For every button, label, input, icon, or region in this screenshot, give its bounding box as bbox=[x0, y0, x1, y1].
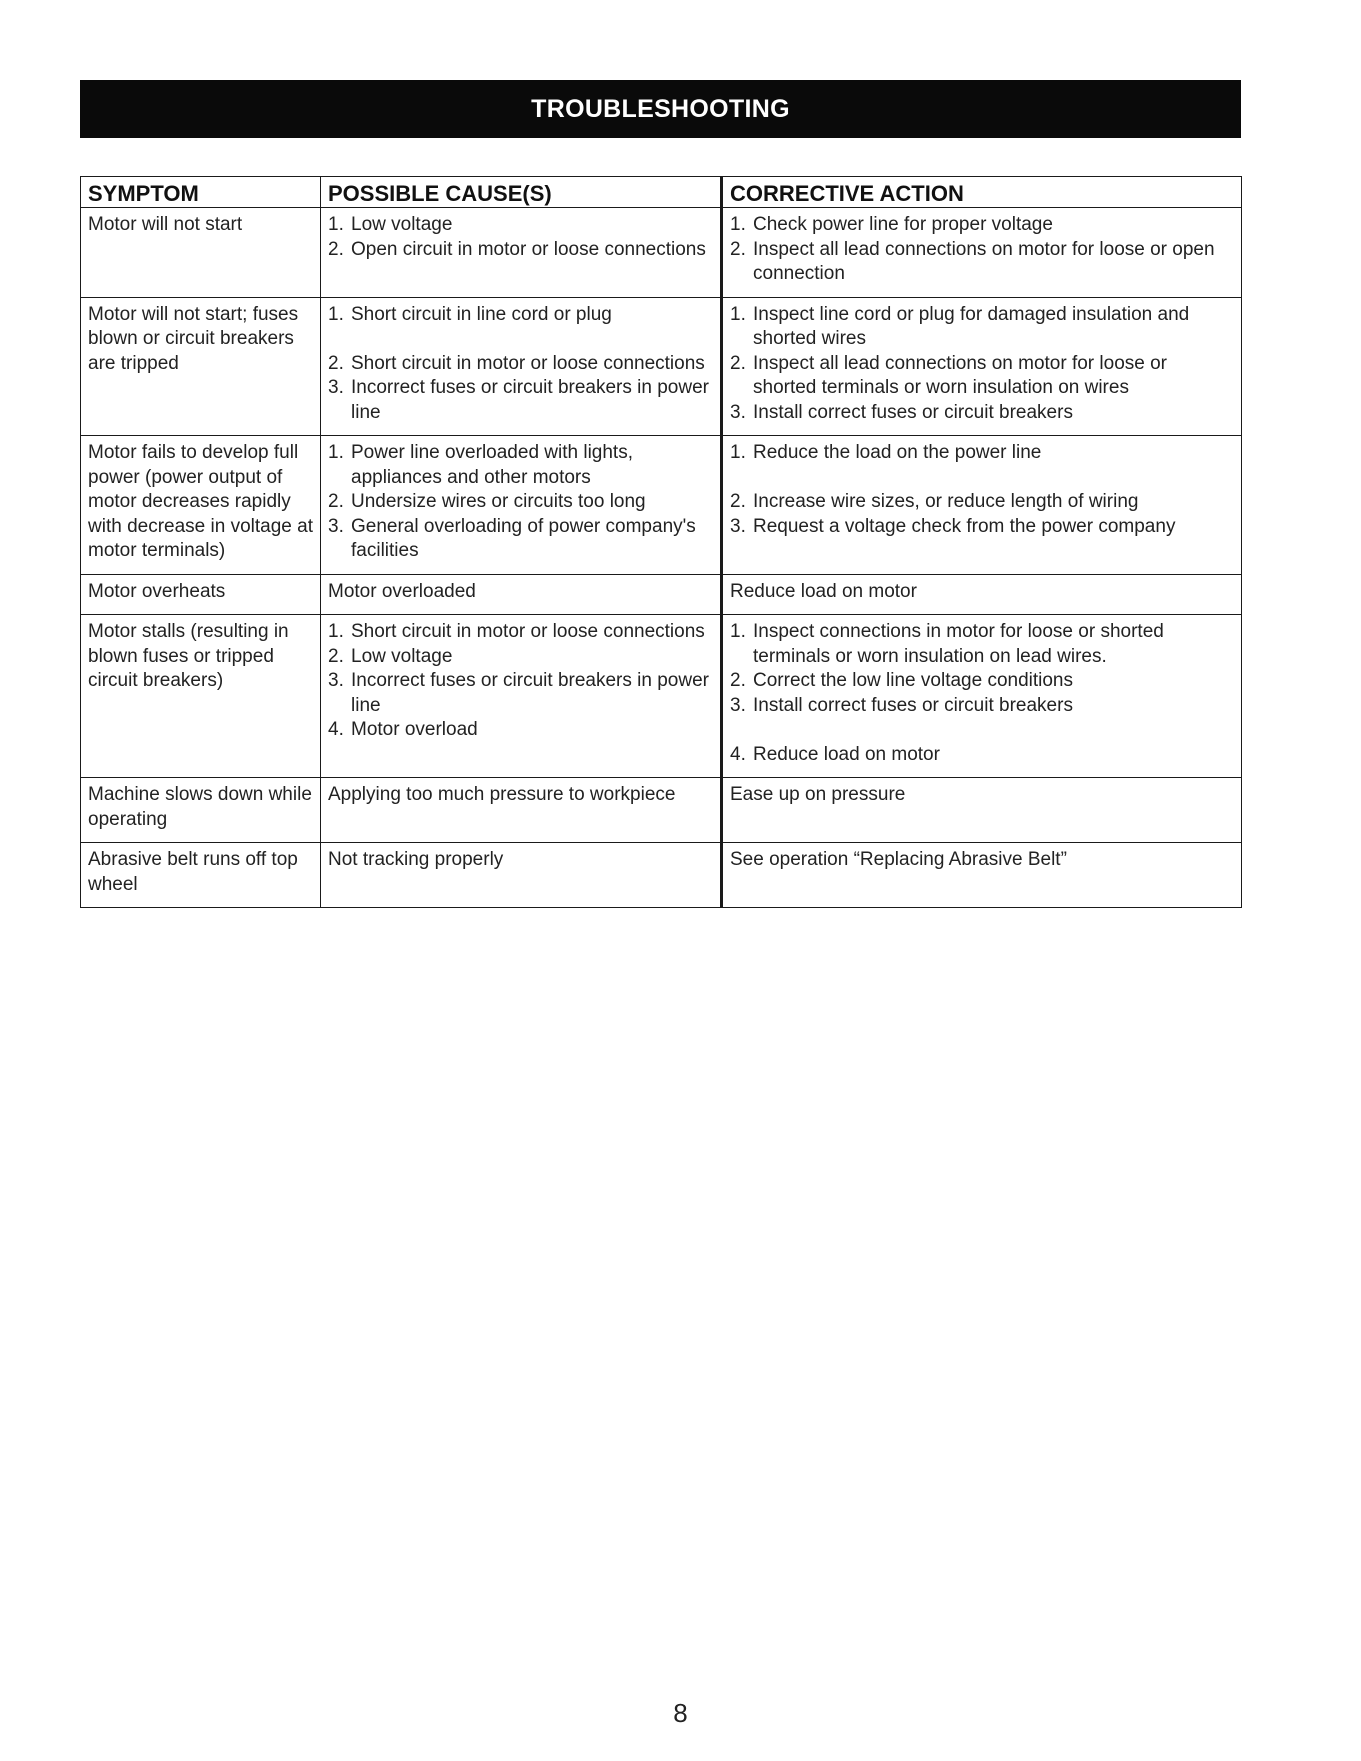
cause-item-text: Open circuit in motor or loose connections bbox=[351, 238, 706, 260]
cause-item bbox=[328, 620, 713, 645]
action-item-text: See operation “Replacing Abrasive Belt” bbox=[730, 849, 1067, 870]
action-item-text: Inspect line cord or plug for damaged insulation and shorted wires bbox=[753, 303, 1190, 349]
cause-item bbox=[328, 352, 713, 377]
cause-item bbox=[328, 238, 713, 263]
cause-item bbox=[328, 718, 713, 743]
action-item bbox=[730, 620, 1234, 669]
action-item-number: 1. bbox=[730, 442, 746, 463]
page-number: 8 bbox=[673, 1698, 688, 1728]
cause-item-number: 2. bbox=[328, 491, 344, 512]
cause-item-number: 3. bbox=[328, 670, 344, 691]
cause-item-text: Motor overloaded bbox=[328, 580, 476, 602]
cause-item bbox=[328, 848, 713, 873]
cause-cell bbox=[321, 208, 722, 298]
page-title-banner bbox=[80, 80, 1241, 138]
action-item-text: Install correct fuses or circuit breakers bbox=[753, 694, 1073, 716]
action-item bbox=[730, 441, 1234, 466]
action-item-text: Reduce load on motor bbox=[730, 580, 917, 602]
cause-item-text: General overloading of power company's facilities bbox=[351, 515, 696, 561]
table-row bbox=[81, 297, 1242, 436]
action-item bbox=[730, 238, 1234, 287]
header-symptom: SYMPTOM bbox=[81, 177, 321, 208]
symptom-cell: Motor will not start bbox=[81, 208, 321, 298]
cause-item bbox=[328, 213, 713, 238]
cause-item bbox=[328, 303, 713, 328]
action-item-number: 2. bbox=[730, 491, 746, 512]
cause-item-text: Short circuit in line cord or plug bbox=[351, 303, 612, 325]
action-cell bbox=[722, 615, 1242, 778]
cause-item-text: Low voltage bbox=[351, 645, 453, 667]
action-item bbox=[730, 515, 1234, 540]
cause-item-text: Not tracking properly bbox=[328, 849, 504, 870]
action-item-text: Increase wire sizes, or reduce length of wiring bbox=[753, 491, 1139, 512]
action-item-text: Inspect all lead connections on motor for loose or shorted terminals or worn insulation on wires bbox=[753, 352, 1168, 398]
cause-item-text: Short circuit in motor or loose connections bbox=[351, 621, 705, 642]
cause-item bbox=[328, 376, 713, 425]
action-item-number: 1. bbox=[730, 214, 746, 235]
cause-item bbox=[328, 515, 713, 564]
action-cell bbox=[722, 843, 1242, 908]
symptom-cell: Motor stalls (resulting in blown fuses or tripped circuit breakers) bbox=[81, 615, 321, 778]
action-item bbox=[730, 580, 1234, 605]
cause-item-text: Incorrect fuses or circuit breakers in power line bbox=[351, 670, 709, 716]
action-item bbox=[730, 352, 1234, 401]
action-item bbox=[730, 848, 1234, 873]
action-item-text: Reduce load on motor bbox=[753, 743, 940, 765]
table-row bbox=[81, 778, 1242, 843]
table-row bbox=[81, 208, 1242, 298]
cause-item-number: 2. bbox=[328, 352, 344, 374]
cause-item-text: Power line overloaded with lights, appliances and other motors bbox=[351, 442, 633, 488]
action-item bbox=[730, 743, 1234, 768]
action-item bbox=[730, 401, 1234, 426]
header-corrective-action: CORRECTIVE ACTION bbox=[722, 177, 1242, 208]
cause-item-number: 2. bbox=[328, 645, 344, 667]
action-item bbox=[730, 490, 1234, 515]
cause-item-number: 1. bbox=[328, 214, 344, 235]
troubleshooting-table bbox=[80, 176, 1242, 908]
cause-item-number: 2. bbox=[328, 238, 344, 260]
cause-item-text: Applying too much pressure to workpiece bbox=[328, 784, 676, 805]
symptom-cell: Abrasive belt runs off top wheel bbox=[81, 843, 321, 908]
action-cell bbox=[722, 297, 1242, 436]
action-item-text: Inspect connections in motor for loose or shorted terminals or worn insulation on lead wires. bbox=[753, 621, 1164, 667]
action-cell bbox=[722, 778, 1242, 843]
action-item-number: 2. bbox=[730, 670, 746, 691]
cause-cell bbox=[321, 843, 722, 908]
cause-item-number: 4. bbox=[328, 719, 344, 740]
action-item-text: Ease up on pressure bbox=[730, 784, 906, 805]
action-item bbox=[730, 694, 1234, 719]
symptom-cell: Machine slows down while operating bbox=[81, 778, 321, 843]
action-item-number: 4. bbox=[730, 743, 746, 765]
action-item bbox=[730, 303, 1234, 352]
page-title: TROUBLESHOOTING bbox=[531, 94, 790, 123]
table-header-row bbox=[81, 177, 1242, 208]
action-item-number: 1. bbox=[730, 621, 746, 642]
cause-item bbox=[328, 441, 713, 490]
action-item-number: 2. bbox=[730, 238, 746, 260]
cause-item-text: Short circuit in motor or loose connections bbox=[351, 352, 705, 374]
cause-cell bbox=[321, 574, 722, 615]
action-item-text: Install correct fuses or circuit breakers bbox=[753, 401, 1073, 423]
action-item-number: 2. bbox=[730, 352, 746, 374]
action-item-text: Reduce the load on the power line bbox=[753, 442, 1042, 463]
cause-item-number: 3. bbox=[328, 377, 344, 398]
action-item bbox=[730, 783, 1234, 808]
cause-item-number: 1. bbox=[328, 621, 344, 642]
symptom-cell: Motor will not start; fuses blown or circuit breakers are tripped bbox=[81, 297, 321, 436]
cause-item-number: 3. bbox=[328, 515, 344, 537]
cause-item bbox=[328, 580, 713, 605]
cause-cell bbox=[321, 778, 722, 843]
cause-item-number: 1. bbox=[328, 303, 344, 325]
symptom-cell: Motor fails to develop full power (power output of motor decreases rapidly with decrease in voltage at motor terminals) bbox=[81, 436, 321, 575]
table-row bbox=[81, 574, 1242, 615]
action-item-text: Check power line for proper voltage bbox=[753, 214, 1053, 235]
table-row bbox=[81, 843, 1242, 908]
action-item-number: 3. bbox=[730, 401, 746, 423]
cause-cell bbox=[321, 615, 722, 778]
cause-item bbox=[328, 490, 713, 515]
cause-item bbox=[328, 645, 713, 670]
action-cell bbox=[722, 208, 1242, 298]
action-item-number: 1. bbox=[730, 303, 746, 325]
action-cell bbox=[722, 574, 1242, 615]
cause-item-text: Undersize wires or circuits too long bbox=[351, 491, 646, 512]
cause-cell bbox=[321, 436, 722, 575]
table-row bbox=[81, 436, 1242, 575]
action-item-number: 3. bbox=[730, 515, 746, 537]
action-item-text: Request a voltage check from the power company bbox=[753, 515, 1176, 537]
cause-item bbox=[328, 669, 713, 718]
header-possible-causes: POSSIBLE CAUSE(S) bbox=[321, 177, 722, 208]
cause-item-text: Motor overload bbox=[351, 719, 478, 740]
cause-item bbox=[328, 783, 713, 808]
action-item bbox=[730, 669, 1234, 694]
cause-item-number: 1. bbox=[328, 442, 344, 463]
cause-item-text: Incorrect fuses or circuit breakers in power line bbox=[351, 377, 709, 423]
symptom-cell: Motor overheats bbox=[81, 574, 321, 615]
cause-cell bbox=[321, 297, 722, 436]
action-item bbox=[730, 213, 1234, 238]
action-item-number: 3. bbox=[730, 694, 746, 716]
action-item-text: Correct the low line voltage conditions bbox=[753, 670, 1074, 691]
action-cell bbox=[722, 436, 1242, 575]
action-item-text: Inspect all lead connections on motor for loose or open connection bbox=[753, 238, 1215, 284]
table-row bbox=[81, 615, 1242, 778]
cause-item-text: Low voltage bbox=[351, 214, 453, 235]
